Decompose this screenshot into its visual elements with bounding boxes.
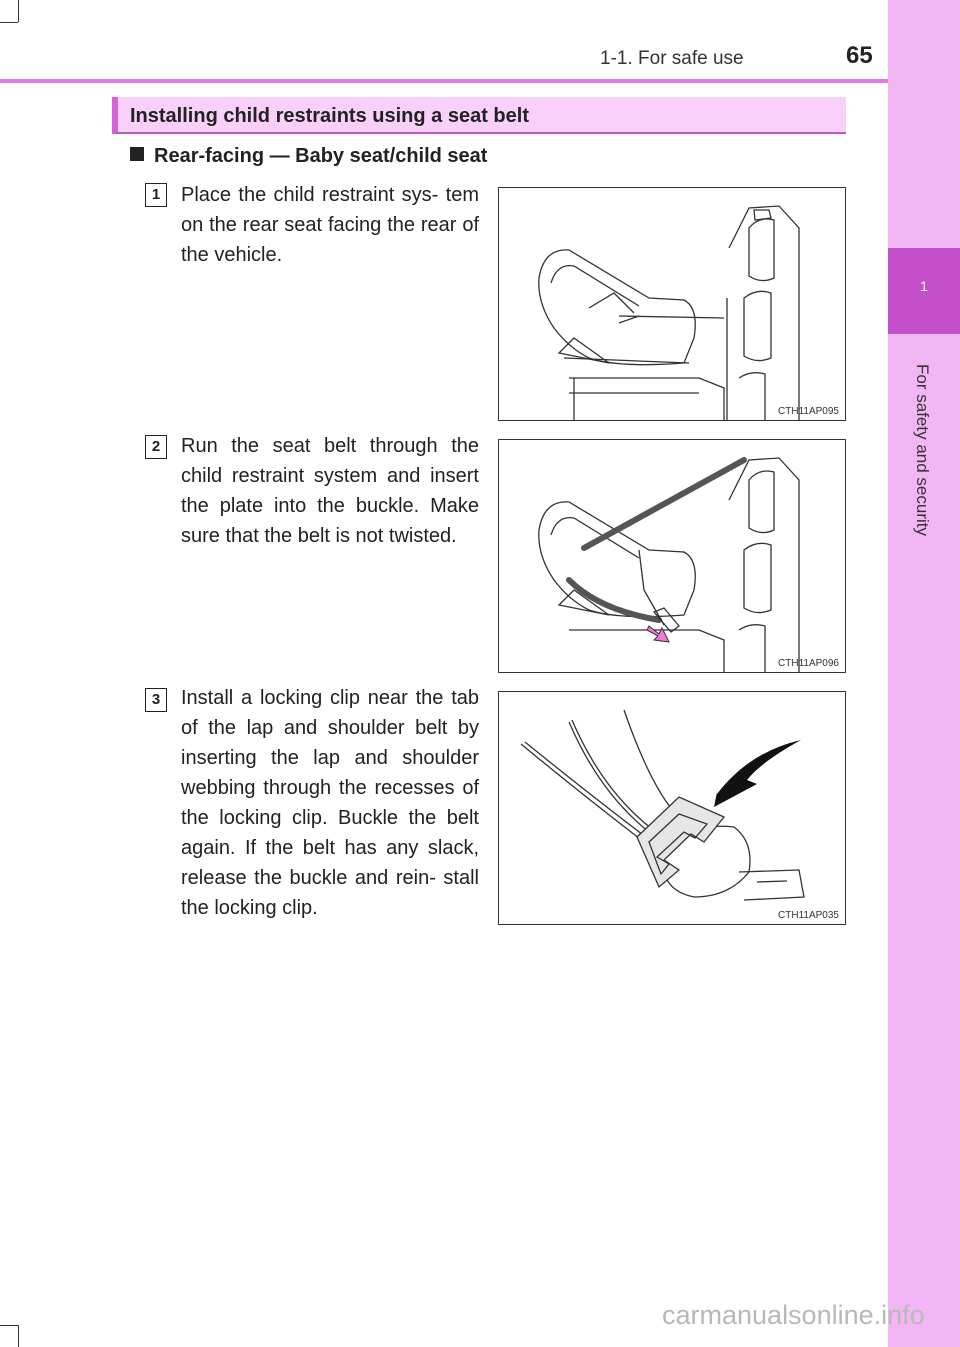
- subheading-text: Rear-facing — Baby seat/child seat: [154, 145, 488, 167]
- step-number: 3: [145, 688, 167, 712]
- crop-mark: [0, 1325, 18, 1326]
- crop-mark: [18, 0, 19, 22]
- step-figure: [498, 187, 846, 421]
- header-section-title: 1-1. For safe use: [600, 48, 744, 69]
- step-figure: [498, 439, 846, 673]
- crop-mark: [18, 1325, 19, 1347]
- figure-code: CTH11AP035: [778, 910, 839, 921]
- step-number: 1: [145, 183, 167, 207]
- locking-clip-illustration: [499, 692, 846, 925]
- step-figure: [498, 691, 846, 925]
- chapter-title: For safety and security: [913, 364, 932, 536]
- figure-code: CTH11AP096: [778, 658, 839, 669]
- figure-code: CTH11AP095: [778, 406, 839, 417]
- step-text: Install a locking clip near the tab of the lap and shoulder belt by inserting the lap and shoulder webbing through the recesses of the locking clip. Buckle the belt again. If the belt has any slack, release the buckle and rein- stall the locking clip.: [181, 687, 479, 919]
- header-rule: [0, 79, 888, 83]
- subheading: [130, 145, 487, 168]
- section-title: Installing child restraints using a seat belt: [130, 105, 529, 127]
- chapter-number: 1: [920, 278, 928, 294]
- step-text: Run the seat belt through the child restraint system and insert the plate into the buckle. Make sure that the belt is not twisted.: [181, 435, 479, 547]
- watermark: carmanualsonline.info: [662, 1300, 925, 1330]
- crop-mark: [0, 22, 18, 23]
- step-number: 2: [145, 435, 167, 459]
- page-number: 65: [846, 42, 873, 69]
- step-text: Place the child restraint sys- tem on the rear seat facing the rear of the vehicle.: [181, 184, 479, 266]
- chapter-side-tab: [888, 0, 960, 1347]
- child-seat-on-rear-seat-illustration: [499, 188, 846, 421]
- seat-belt-through-child-seat-illustration: [499, 440, 846, 673]
- square-bullet-icon: [130, 147, 144, 161]
